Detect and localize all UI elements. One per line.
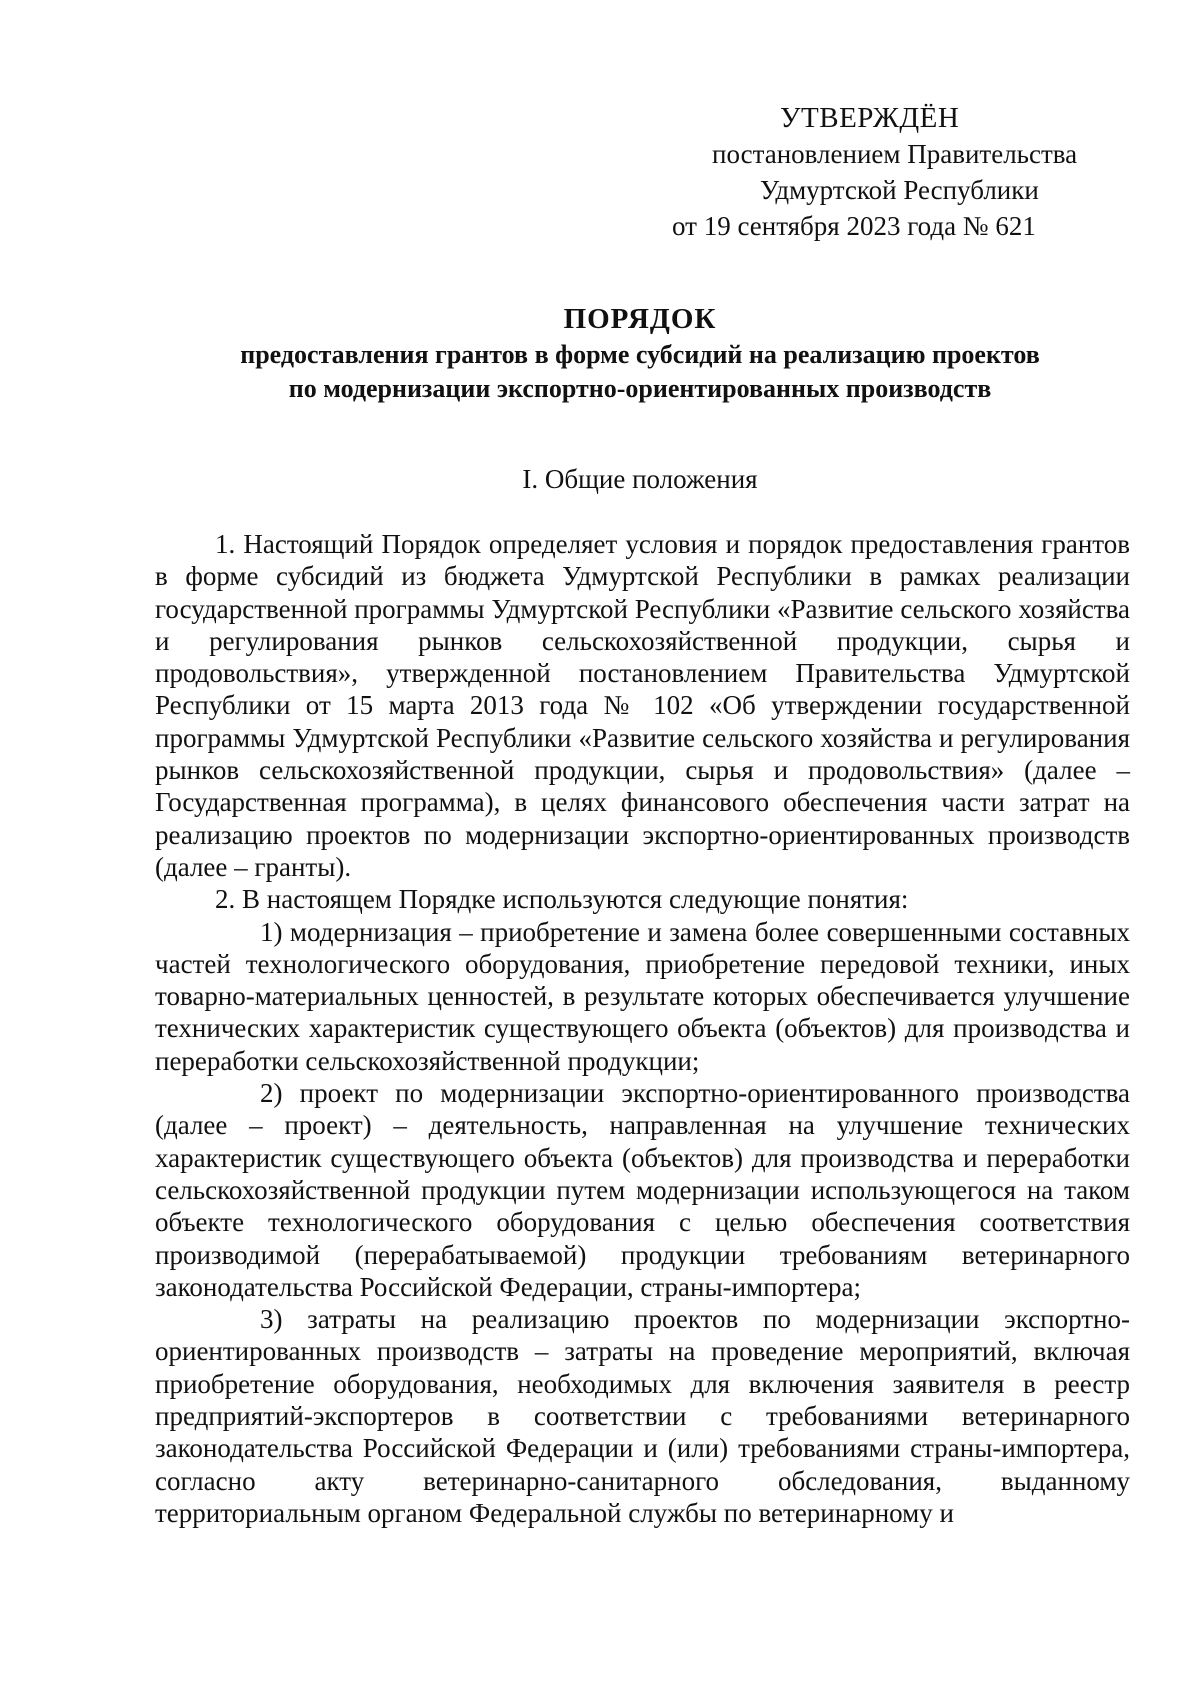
- title-subtitle-line-2: по модернизации экспортно-ориентированных производств: [288, 374, 992, 403]
- approval-stamp: [660, 100, 1100, 244]
- paragraph-1: 1. Настоящий Порядок определяет условия и порядок предоставления грантов в форме субсидий из бюджета Удмуртской Республики в рамках реализации государственной программы Удмуртской Республики «Развитие сельского хозяйства и регулирования рынков сельскохозяйственной продукции, сырья и продовольствия», утвержденной постановлением Правительства Удмуртской Республики от 15 марта 2013 года № 102 «Об утверждении государственной программы Удмуртской Республики «Развитие сельского хозяйства и регулирования рынков сельскохозяйственной продукции, сырья и продовольствия» (далее – Государственная программа), в целях финансового обеспечения части затрат на реализацию проектов по модернизации экспортно-ориентированных производств (далее – гранты).: [155, 529, 1130, 882]
- document-body: [155, 528, 1130, 1529]
- approval-title: УТВЕРЖДЁН: [780, 102, 960, 134]
- title-main: ПОРЯДОК: [563, 303, 717, 335]
- section-heading: I. Общие положения: [522, 464, 758, 494]
- paragraph-2-item-3: 3) затраты на реализацию проектов по модернизации экспортно-ориентированных производств – затраты на проведение мероприятий, включая приобретение оборудования, необходимых для включения заявителя в реестр предприятий-экспортеров в соответствии с требованиями ветеринарного законодательства Российской Федерации и (или) требованиями страны-импортера, согласно акту ветеринарно-санитарного обследования, выданному территориальным органом Федеральной службы по ветеринарному и: [155, 1304, 1130, 1528]
- approval-authority: постановлением Правительства: [712, 139, 1078, 169]
- paragraph-2: 2. В настоящем Порядке используются следующие понятия:: [215, 884, 909, 915]
- approval-region: Удмуртской Республики: [760, 175, 1039, 205]
- approval-date-number: от 19 сентября 2023 года № 621: [672, 211, 1036, 241]
- document-title: [150, 300, 1130, 406]
- title-subtitle-line-1: предоставления грантов в форме субсидий на реализацию проектов: [240, 340, 1040, 369]
- paragraph-2-item-2: 2) проект по модернизации экспортно-ориентированного производства (далее – проект) – деятельность, направленная на улучшение технических характеристик существующего объекта (объектов) для производства и переработки сельскохозяйственной продукции путем модернизации использующегося на таком объекте технологического оборудования с целью обеспечения соответствия производимой (перерабатываемой) продукции требованиям ветеринарного законодательства Российской Федерации, страны-импортера;: [155, 1078, 1130, 1302]
- paragraph-2-item-1: 1) модернизация – приобретение и замена более совершенными составных частей технологического оборудования, приобретение передовой техники, иных товарно-материальных ценностей, в результате которых обеспечивается улучшение технических характеристик существующего объекта (объектов) для производства и переработки сельскохозяйственной продукции;: [155, 916, 1130, 1076]
